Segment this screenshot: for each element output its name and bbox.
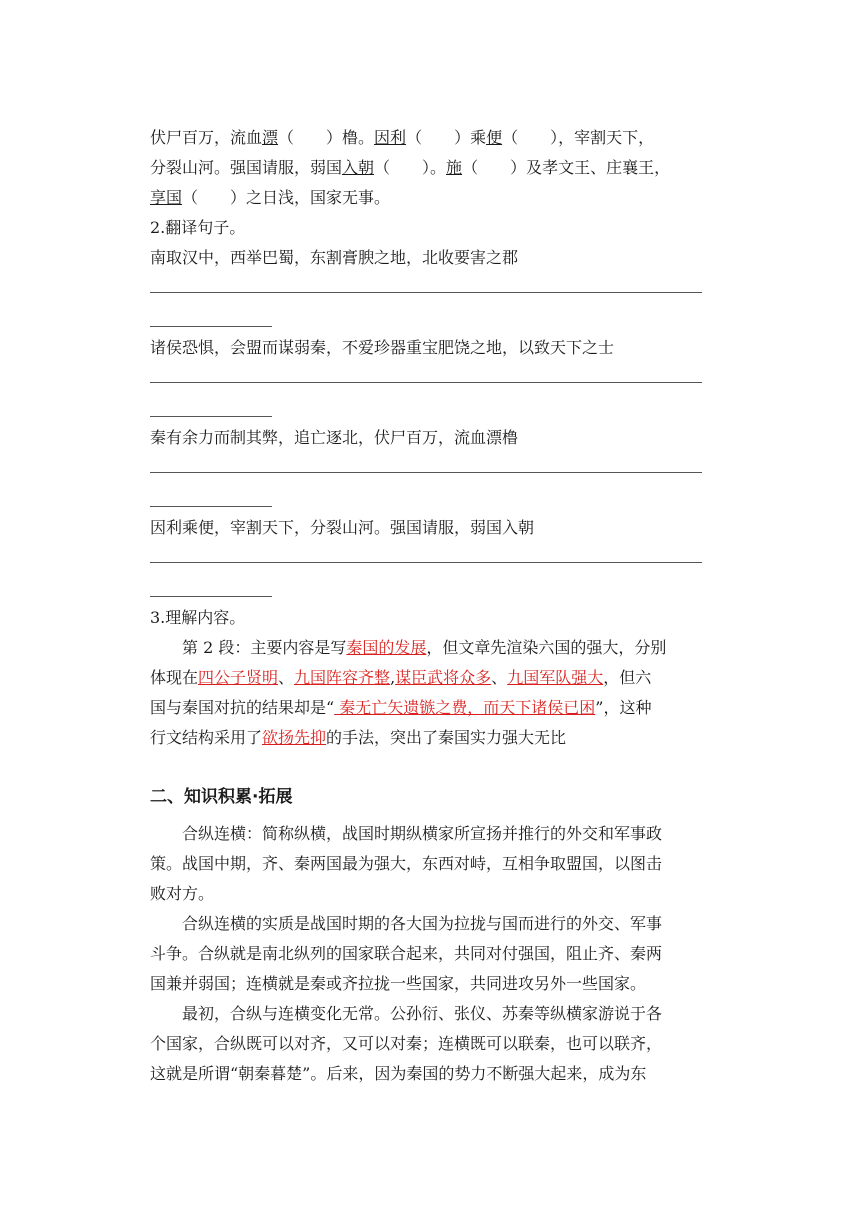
translate-sentence-2: 诸侯恐惧，会盟而谋弱秦，不爱珍器重宝肥饶之地，以致天下之士 [150, 338, 615, 357]
vocab-line-1: 伏尸百万，流血漂（ ）橹。因利（ ）乘便（ ），宰割天下， [150, 128, 655, 147]
answer-text: 秦国的发展 [346, 638, 427, 657]
answer-text: 九国阵容齐整 [294, 668, 391, 687]
blank-word: 便 [486, 128, 503, 147]
para-line: 国兼并弱国；连横就是秦或齐拉拢一些国家，共同进攻另外一些国家。 [150, 974, 647, 993]
para-line: 个国家，合纵既可以对齐，又可以对秦；连横既可以联秦，也可以联齐， [150, 1034, 663, 1053]
answer-line[interactable] [150, 596, 272, 597]
para-line: 合纵连横的实质是战国时期的各大国为拉拢与国而进行的外交、军事 [150, 914, 663, 933]
section-3-line-2: 体现在四公子贤明、九国阵容齐整,谋臣武将众多、九国军队强大，但六 [150, 668, 652, 687]
answer-text: 四公子贤明 [198, 668, 279, 687]
para-line: 斗争。合纵就是南北纵列的国家联合起来，共同对付强国，阻止齐、秦两 [150, 944, 663, 963]
para-line: 策。战国中期，齐、秦两国最为强大，东西对峙，互相争取盟国，以图击 [150, 854, 663, 873]
answer-text: 秦无亡矢遗镞之费，而天下诸侯已困 [334, 698, 596, 717]
para-line: 最初，合纵与连横变化无常。公孙衍、张仪、苏秦等纵横家游说于各 [150, 1004, 663, 1023]
para-line: 这就是所谓“朝秦暮楚”。后来，因为秦国的势力不断强大起来，成为东 [150, 1064, 647, 1083]
answer-line[interactable] [150, 416, 272, 417]
blank-word: 入朝 [342, 158, 375, 177]
section-heading: 二、知识积累·拓展 [150, 787, 293, 807]
translate-sentence-4: 因利乘便，宰割天下，分裂山河。强国请服，弱国入朝 [150, 518, 535, 537]
blank-word: 享国 [150, 188, 183, 207]
answer-line[interactable] [150, 382, 702, 383]
answer-line[interactable] [150, 506, 272, 507]
translate-sentence-1: 南取汉中，西举巴蜀，东割膏腴之地，北收要害之郡 [150, 248, 519, 267]
answer-line[interactable] [150, 472, 702, 473]
answer-text: 九国军队强大 [507, 668, 604, 687]
vocab-line-2: 分裂山河。强国请服，弱国入朝（ ）。施（ ）及孝文王、庄襄王， [150, 158, 671, 177]
blank-word: 漂 [262, 128, 279, 147]
answer-line[interactable] [150, 292, 702, 293]
answer-line[interactable] [150, 562, 702, 563]
section-2-title: 2.翻译句子。 [150, 218, 246, 237]
para-line: 合纵连横：简称纵横，战国时期纵横家所宣扬并推行的外交和军事政 [150, 824, 663, 843]
vocab-line-3: 享国（ ）之日浅，国家无事。 [150, 188, 391, 207]
answer-text: 欲扬先抑 [262, 728, 327, 747]
translate-sentence-3: 秦有余力而制其弊，追亡逐北，伏尸百万，流血漂橹 [150, 428, 519, 447]
blank-word: 因利 [374, 128, 407, 147]
answer-line[interactable] [150, 326, 272, 327]
section-3-line-1: 第 2 段：主要内容是写秦国的发展，但文章先渲染六国的强大，分别 [182, 638, 667, 657]
answer-text: 谋臣武将众多 [395, 668, 492, 687]
para-line: 败对方。 [150, 884, 215, 903]
section-3-title: 3.理解内容。 [150, 608, 246, 627]
section-3-line-3: 国与秦国对抗的结果却是“ 秦无亡矢遗镞之费，而天下诸侯已困”，这种 [150, 698, 652, 717]
section-3-line-4: 行文结构采用了欲扬先抑的手法，突出了秦国实力强大无比 [150, 728, 567, 747]
blank-word: 施 [446, 158, 463, 177]
